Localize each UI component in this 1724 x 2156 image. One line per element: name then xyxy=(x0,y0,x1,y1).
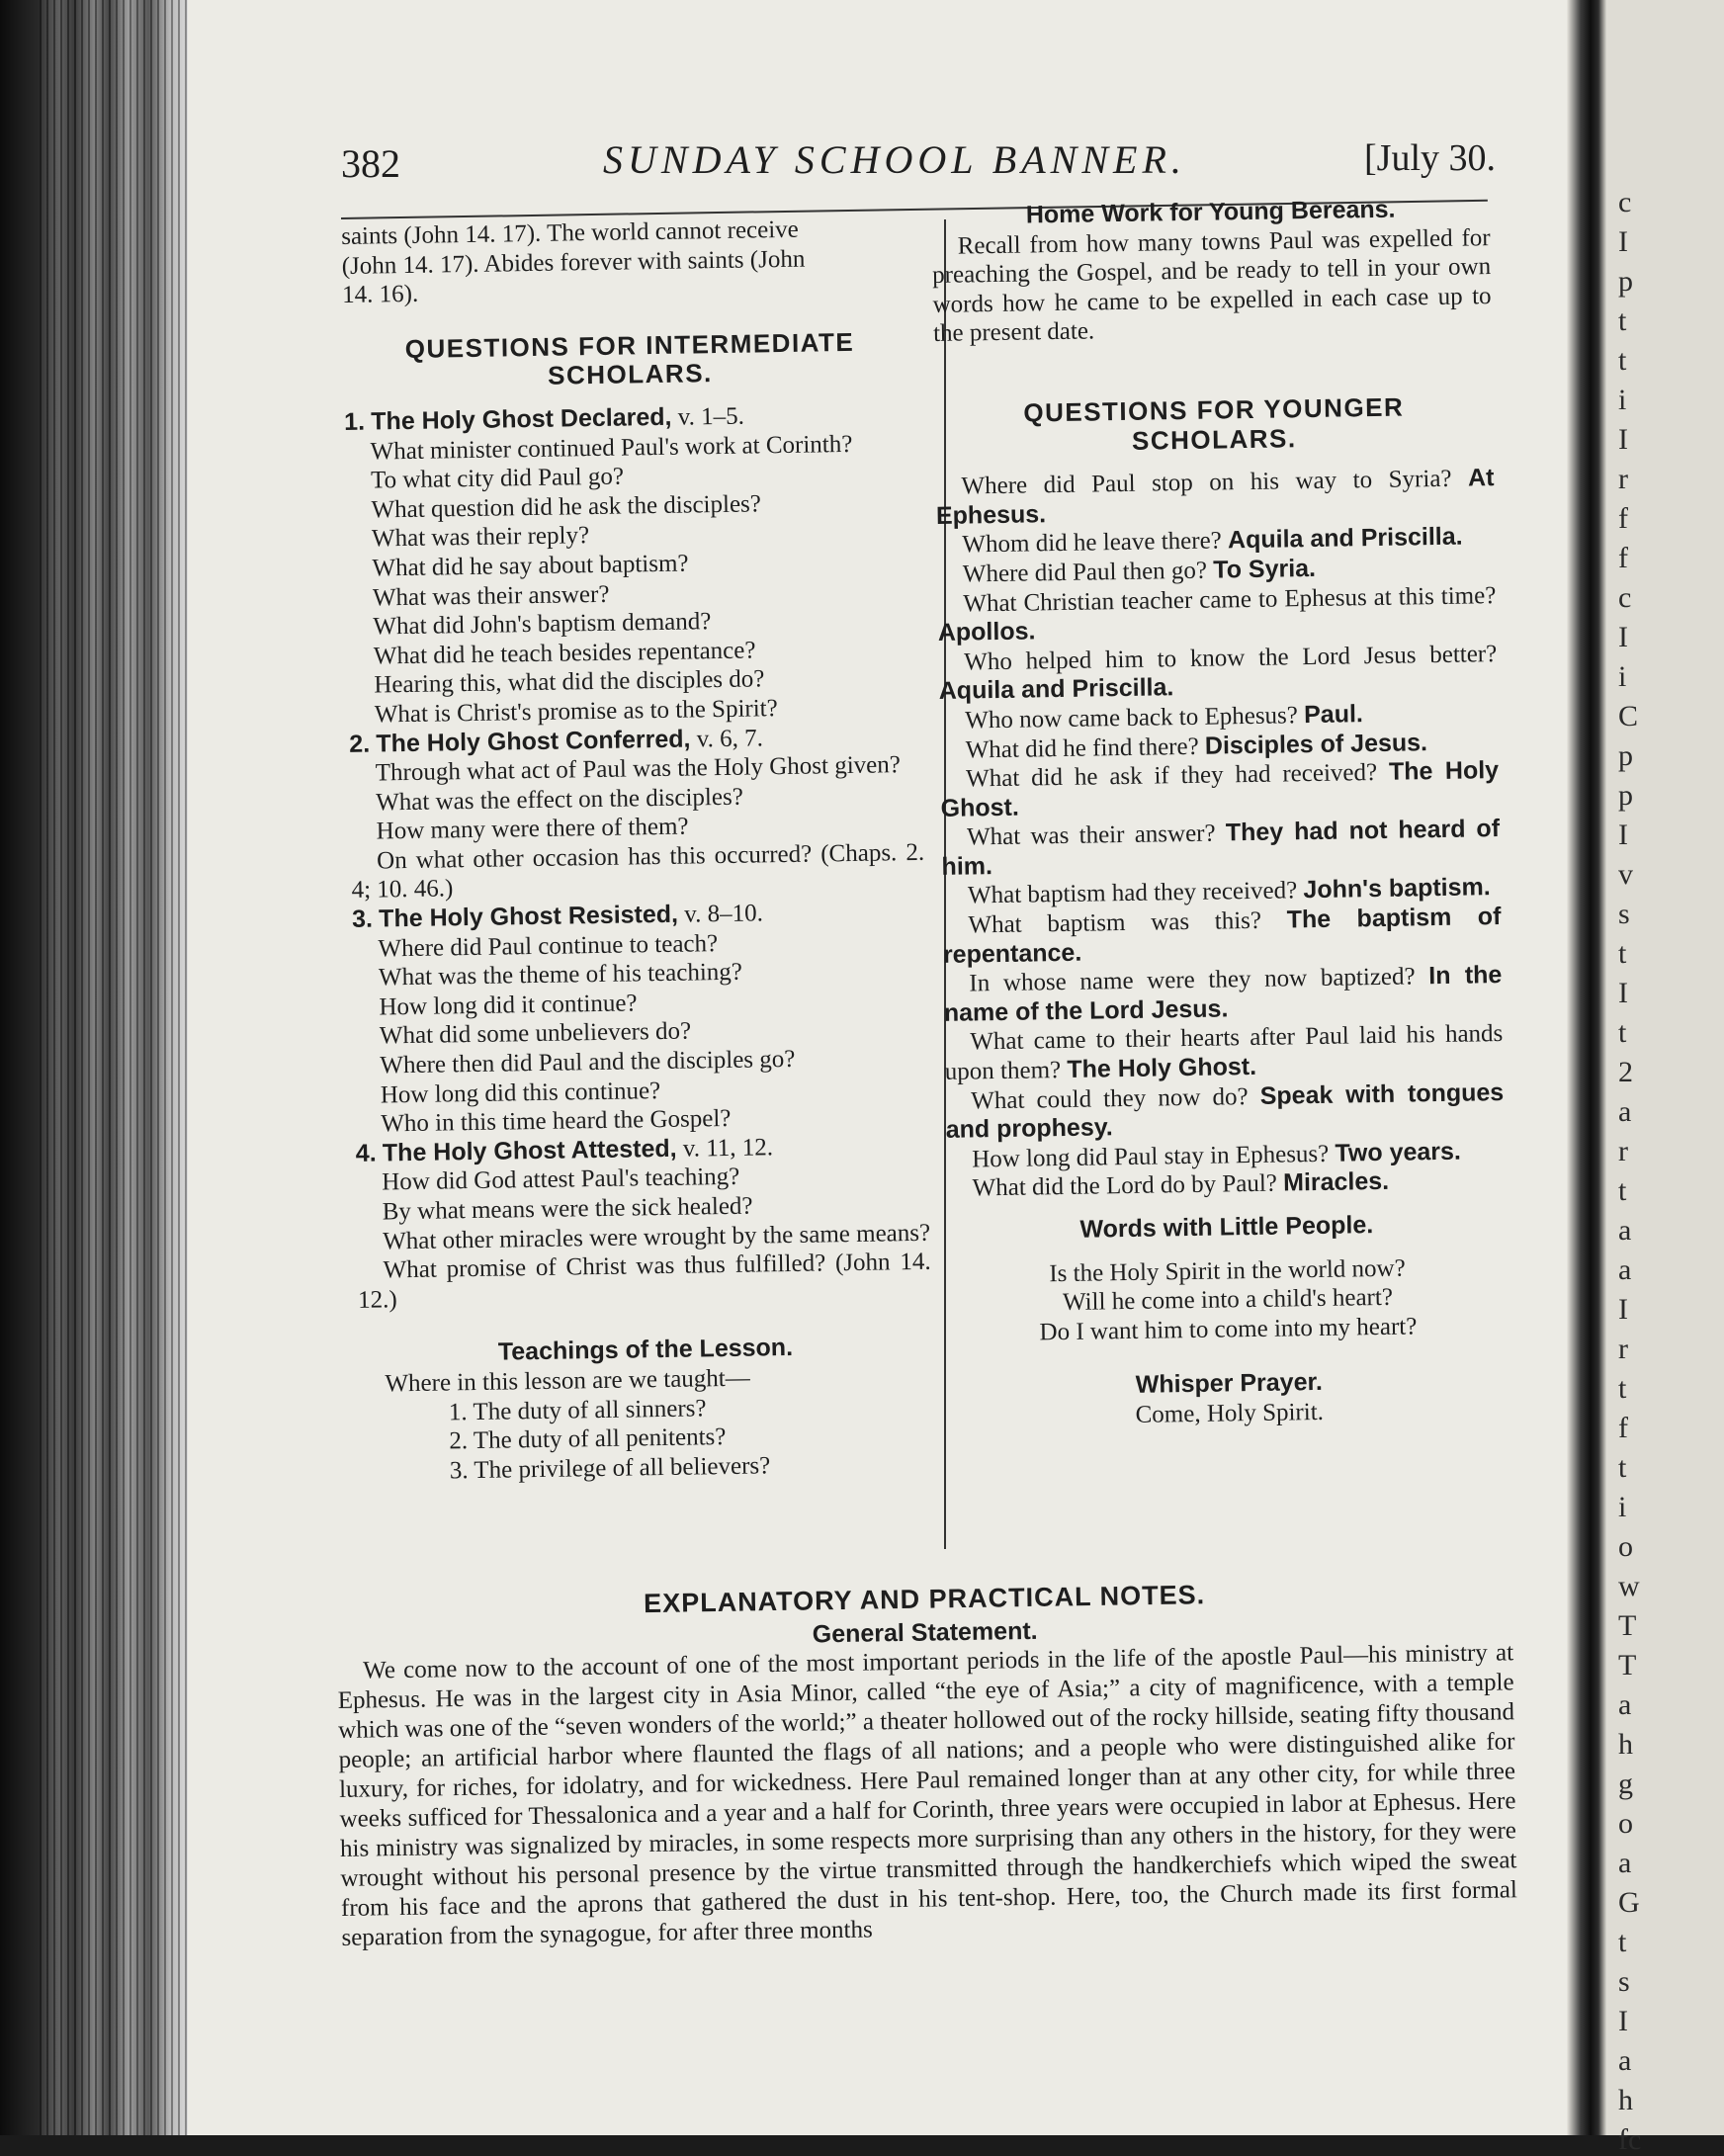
adjacent-page-fragment: i xyxy=(1618,384,1627,416)
section-title: The Holy Ghost Conferred, xyxy=(376,725,691,758)
younger-heading-line2: SCHOLARS. xyxy=(1131,422,1297,456)
intro-line: saints (John 14. 17). The world cannot receive xyxy=(341,216,800,250)
question: How long did this continue? xyxy=(380,1077,661,1109)
general-statement-heading: General Statement. xyxy=(812,1616,1038,1649)
adjacent-page-fragment: f xyxy=(1618,542,1628,574)
qa-item xyxy=(940,756,1500,823)
question: What question did he ask the disciples? xyxy=(371,490,762,524)
adjacent-page-fragment: c xyxy=(1618,186,1632,218)
adjacent-page-fragment: p xyxy=(1618,739,1633,772)
adjacent-page-fragment: t xyxy=(1618,1372,1627,1405)
left-column xyxy=(341,214,934,1487)
adjacent-page-fragment: I xyxy=(1618,225,1628,258)
adjacent-page-fragment: t xyxy=(1618,1451,1627,1484)
qa-answer: At Ephesus. xyxy=(935,464,1495,530)
page-gutter xyxy=(1567,0,1606,2135)
little-people-line: Is the Holy Spirit in the world now? xyxy=(1049,1254,1406,1287)
adjacent-page-fragment: t xyxy=(1618,1174,1627,1207)
adjacent-page-fragment: t xyxy=(1618,344,1627,377)
qa-answer: Speak with tongues and prophesy. xyxy=(945,1078,1505,1145)
qa-item xyxy=(935,464,1495,531)
adjacent-page-fragment: f xyxy=(1618,1412,1628,1444)
question: Through what act of Paul was the Holy Ghost given? xyxy=(375,751,902,787)
adjacent-page-fragment: I xyxy=(1618,819,1628,851)
adjacent-page-fragment: w xyxy=(1618,1570,1640,1602)
adjacent-page-fragment: i xyxy=(1618,1491,1627,1523)
adjacent-page-fragment: r xyxy=(1618,1135,1628,1167)
adjacent-page-fragment: t xyxy=(1618,1016,1627,1049)
general-statement-text: We come now to the account of one of the most important periods in the life of the apostle Paul—his ministry at Ephesus. He was in the largest city in Asia Minor, called “the eye of Asia;” a city of magnificence, with a temple which was one of the “seven wonders of the world;” a theater hollowed out of the rocky hillside, seating fifty thousand people; an artificial harbor where flaunted the flags of all nations; and a people who were distinguished alike for luxury, for riches, for idolatry, and for wickedness. Here Paul remained longer than at any other city, for while three weeks sufficed for Thessalonica and a year and a half for Corinth, three years were occupied in labor at Ephesus. Here his ministry was signalized by miracles, in some respects more surprising than any others in the history, for they were wrought without his personal presence by the virtue transmitted through the handkerchiefs which wiped the sweat from his face and the aprons that gathered the dust in his tent-shop. Here, too, the Church made its first formal separation from the synagogue, for after three months xyxy=(337,1639,1518,1951)
qa-question: In whose name were they now baptized? xyxy=(969,963,1416,997)
younger-heading-line1: QUESTIONS FOR YOUNGER xyxy=(1023,391,1405,428)
little-people-heading: Words with Little People. xyxy=(1079,1211,1374,1244)
younger-qa-list xyxy=(935,464,1506,1204)
adjacent-page-fragment: p xyxy=(1618,779,1633,812)
question: What minister continued Paul's work at Corinth? xyxy=(370,430,853,466)
teaching-item: 1. The duty of all sinners? xyxy=(448,1394,707,1425)
qa-item xyxy=(937,581,1497,648)
adjacent-page-fragment: t xyxy=(1618,937,1627,970)
qa-question: What did he find there? xyxy=(965,733,1199,764)
qa-answer: In the name of the Lord Jesus. xyxy=(943,961,1503,1027)
qa-question: What Christian teacher came to Ephesus at this time? xyxy=(963,581,1497,618)
adjacent-page-fragment: a xyxy=(1618,1253,1632,1286)
section-title: The Holy Ghost Resisted, xyxy=(378,900,679,933)
adjacent-page-fragment: I xyxy=(1618,977,1628,1009)
question: What other miracles were wrought by the same means? xyxy=(382,1219,931,1255)
qa-question: What baptism had they received? xyxy=(967,877,1298,909)
teachings-intro: Where in this lesson are we taught— xyxy=(385,1364,750,1398)
qa-answer: They had not heard of him. xyxy=(941,815,1501,881)
qa-answer: Apollos. xyxy=(937,617,1036,647)
qa-answer: John's baptism. xyxy=(1303,873,1491,905)
question: What did he say about baptism? xyxy=(372,550,689,582)
question: What was the effect on the disciples? xyxy=(376,783,744,817)
intro-line: 14. 16). xyxy=(341,280,419,309)
question: On what other occasion has this occurred? (Chaps. 2. 4; 10. 46.) xyxy=(351,838,925,905)
qa-question: What came to their hearts after Paul laid his hands upon them? xyxy=(944,1020,1504,1085)
adjacent-page-fragment: t xyxy=(1618,1926,1627,1958)
adjacent-page-fragment: p xyxy=(1618,265,1633,298)
adjacent-page-fragment: s xyxy=(1618,1965,1630,1998)
qa-question: Where did Paul stop on his way to Syria? xyxy=(961,465,1452,500)
qa-answer: The Holy Ghost. xyxy=(940,756,1500,822)
qa-answer: To Syria. xyxy=(1213,554,1317,584)
adjacent-page-fragment: r xyxy=(1618,463,1628,495)
adjacent-page-fragment: a xyxy=(1618,1847,1632,1879)
qa-item xyxy=(938,640,1498,707)
issue-date: [July 30. xyxy=(1364,137,1496,179)
question: How long did it continue? xyxy=(379,990,638,1021)
book-binding xyxy=(0,0,188,2135)
question: What was their answer? xyxy=(372,580,610,612)
adjacent-page-fragment: o xyxy=(1618,1807,1633,1840)
adjacent-page-fragment: v xyxy=(1618,858,1633,891)
adjacent-page-fragment: a xyxy=(1618,1095,1632,1128)
adjacent-page-fragment: T xyxy=(1618,1649,1637,1682)
adjacent-page-fragment: r xyxy=(1618,1333,1628,1365)
home-work-text: Recall from how many towns Paul was expelled for preaching the Gospel, and be ready to tell in your own words how he came to be expelled in each case up to the present date. xyxy=(931,223,1492,348)
section-ref: v. 6, 7. xyxy=(696,724,764,752)
adjacent-page-fragment: C xyxy=(1618,700,1639,733)
qa-question: Who now came back to Ephesus? xyxy=(965,702,1299,734)
adjacent-page-fragment: s xyxy=(1618,898,1630,930)
whisper-prayer-heading: Whisper Prayer. xyxy=(1135,1368,1323,1400)
journal-title: SUNDAY SCHOOL BANNER. xyxy=(603,137,1186,182)
qa-question: What did he ask if they had received? xyxy=(965,759,1378,793)
section-number: 1. xyxy=(343,407,366,436)
section-number: 4. xyxy=(355,1139,377,1167)
explanatory-notes xyxy=(336,1575,1518,1953)
qa-question: Whom did he leave there? xyxy=(962,527,1223,559)
qa-item xyxy=(941,815,1501,882)
qa-answer: Paul. xyxy=(1303,700,1364,730)
teaching-item: 2. The duty of all penitents? xyxy=(449,1423,727,1455)
teaching-item: 3. The privilege of all believers? xyxy=(449,1452,771,1485)
section-ref: v. 8–10. xyxy=(684,900,764,928)
adjacent-page-fragment: i xyxy=(1618,660,1627,693)
adjacent-page-fragment: I xyxy=(1618,1293,1628,1326)
question: What did John's baptism demand? xyxy=(373,608,712,641)
adjacent-page-fragment: a xyxy=(1618,1214,1632,1247)
adjacent-page-fragment: c xyxy=(1618,581,1632,614)
adjacent-page-fragment: h xyxy=(1618,1728,1633,1761)
qa-question: What was their answer? xyxy=(966,819,1216,851)
question: To what city did Paul go? xyxy=(370,463,625,494)
question: What was their reply? xyxy=(371,522,590,553)
section-number: 2. xyxy=(349,730,371,758)
intro-line: (John 14. 17). Abides forever with saints (John xyxy=(341,245,806,280)
running-head xyxy=(341,136,1508,196)
qa-answer: Aquila and Priscilla. xyxy=(1227,522,1463,555)
adjacent-page-fragment: h xyxy=(1618,2084,1633,2116)
qa-question: What did the Lord do by Paul? xyxy=(972,1170,1278,1202)
adjacent-page-fragment: G xyxy=(1618,1886,1640,1919)
question: How did God attest Paul's teaching? xyxy=(382,1164,740,1196)
adjacent-page-fragment: a xyxy=(1618,2044,1632,2077)
intermediate-heading-line2: SCHOLARS. xyxy=(547,358,713,391)
qa-answer: The Holy Ghost. xyxy=(1067,1052,1257,1083)
question: What promise of Christ was thus fulfilled? (John 14. 12.) xyxy=(357,1248,931,1314)
section-ref: v. 1–5. xyxy=(677,402,745,431)
adjacent-page-fragment: f xyxy=(1618,502,1628,535)
little-people-line: Will he come into a child's heart? xyxy=(1062,1283,1394,1317)
question: Hearing this, what did the disciples do? xyxy=(374,665,765,699)
section-title: The Holy Ghost Attested, xyxy=(382,1134,677,1167)
qa-item xyxy=(945,1078,1505,1146)
adjacent-page-fragment: t xyxy=(1618,304,1627,337)
section-number: 3. xyxy=(351,905,374,933)
page-number: 382 xyxy=(341,141,400,186)
qa-item xyxy=(943,961,1503,1028)
qa-answer: Disciples of Jesus. xyxy=(1204,728,1428,760)
home-work-heading: Home Work for Young Bereans. xyxy=(1025,195,1396,229)
qa-answer: Aquila and Priscilla. xyxy=(938,673,1174,706)
adjacent-page-fragment: a xyxy=(1618,1688,1632,1721)
little-people-line: Do I want him to come into my heart? xyxy=(1039,1313,1418,1346)
qa-question: What could they now do? xyxy=(971,1082,1249,1115)
qa-answer: Two years. xyxy=(1335,1137,1462,1167)
qa-answer: Miracles. xyxy=(1282,1167,1390,1197)
whisper-prayer-line: Come, Holy Spirit. xyxy=(1135,1398,1325,1428)
adjacent-page-fragment: I xyxy=(1618,621,1628,653)
question: By what means were the sick healed? xyxy=(382,1192,753,1226)
question: What did he teach besides repentance? xyxy=(373,637,756,670)
adjacent-page-fragment: 2 xyxy=(1618,1056,1633,1088)
qa-item xyxy=(942,903,1502,970)
binding-edge-lines xyxy=(40,0,188,2135)
qa-item xyxy=(944,1019,1504,1086)
section-ref: v. 11, 12. xyxy=(682,1134,774,1163)
question: Where then did Paul and the disciples go? xyxy=(380,1045,796,1079)
question: Who in this time heard the Gospel? xyxy=(381,1105,732,1138)
question: What did some unbelievers do? xyxy=(379,1017,692,1050)
adjacent-page-fragment: g xyxy=(1618,1768,1633,1800)
question: What was the theme of his teaching? xyxy=(378,958,743,992)
question: How many were there of them? xyxy=(376,813,689,845)
qa-question: What baptism was this? xyxy=(968,906,1262,939)
adjacent-page-fragment: I xyxy=(1618,423,1628,456)
qa-question: Who helped him to know the Lord Jesus better? xyxy=(964,640,1498,676)
section-title: The Holy Ghost Declared, xyxy=(371,402,672,436)
notes-heading: EXPLANATORY AND PRACTICAL NOTES. xyxy=(643,1580,1206,1619)
adjacent-page-edge xyxy=(1606,0,1724,2156)
qa-question: Where did Paul then go? xyxy=(962,557,1208,588)
question: Where did Paul continue to teach? xyxy=(378,929,719,963)
adjacent-page-fragment: T xyxy=(1618,1609,1637,1642)
qa-answer: The baptism of repentance. xyxy=(942,903,1502,969)
right-column xyxy=(931,194,1508,1432)
adjacent-page-fragment: fc xyxy=(1618,2123,1642,2156)
intermediate-heading-line1: QUESTIONS FOR INTERMEDIATE xyxy=(404,326,855,364)
question: What is Christ's promise as to the Spirit? xyxy=(374,695,778,729)
teachings-heading: Teachings of the Lesson. xyxy=(497,1334,794,1367)
book-page xyxy=(188,0,1567,2135)
adjacent-page-fragment: o xyxy=(1618,1530,1633,1563)
adjacent-page-fragment: I xyxy=(1618,2005,1628,2037)
qa-question: How long did Paul stay in Ephesus? xyxy=(971,1140,1330,1173)
